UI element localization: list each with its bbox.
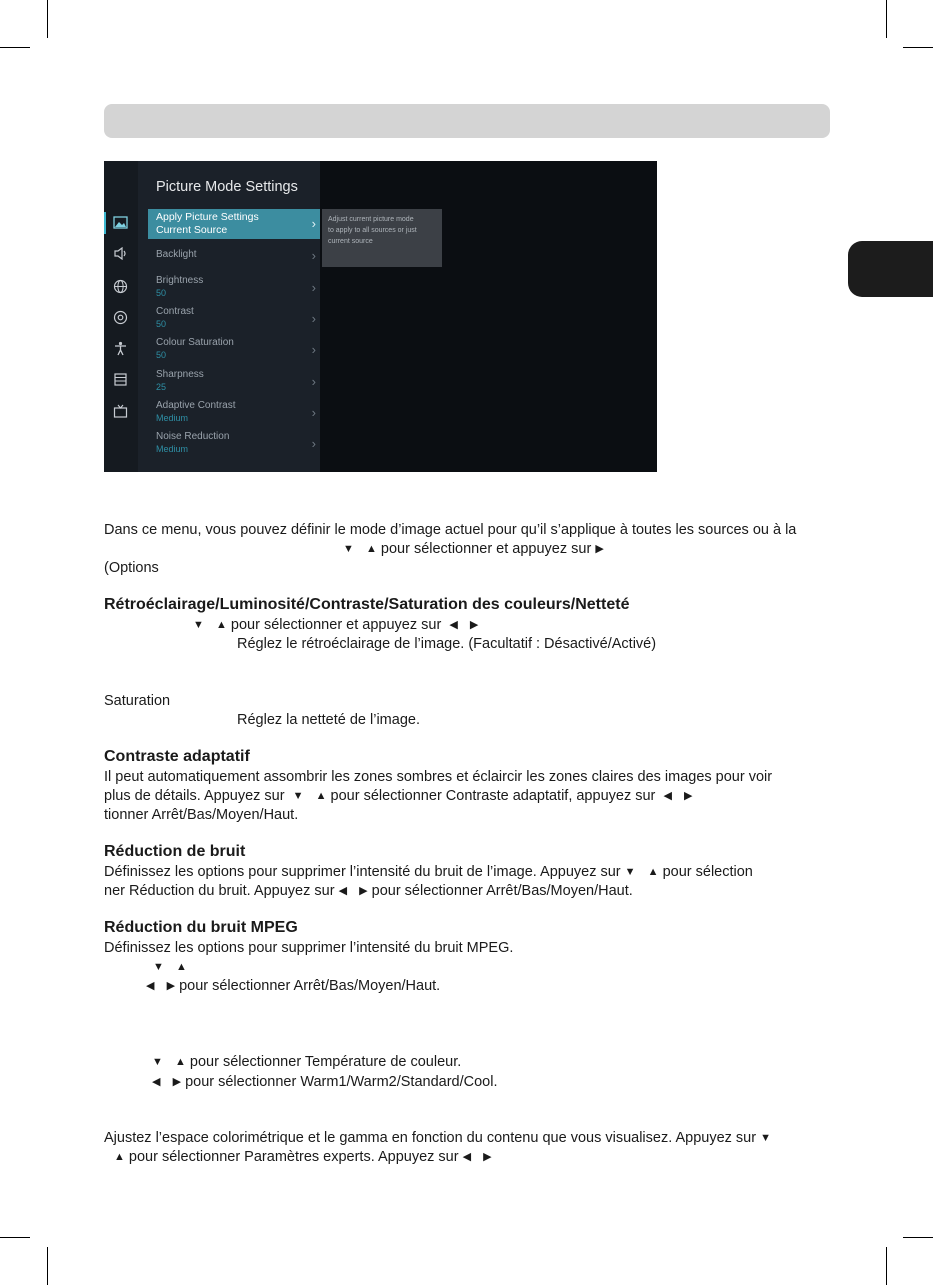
- up-arrow-icon: ▲: [174, 1056, 186, 1068]
- exp-line-1-text: Ajustez l’espace colorimétrique et le gamma en fonction du contenu que vous visualisez. Appuyez sur: [104, 1130, 757, 1146]
- left-arrow-icon: ◀: [152, 1076, 161, 1088]
- chevron-right-icon: ›: [311, 248, 316, 263]
- menu-item-label: Sharpness: [156, 369, 204, 380]
- menu-item-value: 50: [156, 288, 167, 298]
- down-arrow-icon: ▼: [760, 1132, 771, 1144]
- right-arrow-icon: ▶: [359, 885, 368, 897]
- menu-item-value: Medium: [156, 444, 189, 454]
- intro-line-1: Dans ce menu, vous pouvez définir le mode d’image actuel pour qu’il s’applique à toutes les sources ou à la: [104, 522, 797, 538]
- menu-item-contrast[interactable]: [148, 304, 320, 334]
- menu-item-sharpness[interactable]: [148, 367, 320, 397]
- h2-line-2-text-a: plus de détails. Appuyez sur: [104, 788, 285, 804]
- picture-icon[interactable]: [112, 216, 129, 233]
- heading-reduction-de-bruit: Réduction de bruit: [104, 843, 246, 860]
- h4-line-2: [153, 958, 187, 976]
- menu-item-value: 25: [156, 382, 167, 392]
- down-arrow-icon: ▼: [193, 619, 204, 631]
- crop-mark: [47, 0, 48, 38]
- accessibility-icon[interactable]: [112, 341, 129, 358]
- sound-icon[interactable]: [112, 247, 129, 264]
- crop-mark: [886, 1247, 887, 1285]
- tooltip: [322, 209, 442, 267]
- ct-line-1-text: pour sélectionner Température de couleur.: [189, 1054, 462, 1070]
- exp-line-2-text: pour sélectionner Paramètres experts. Appuyez sur: [128, 1149, 459, 1165]
- left-arrow-icon: ◀: [338, 885, 348, 897]
- section-header-bar: [104, 104, 830, 138]
- right-arrow-icon: ▶: [469, 619, 479, 631]
- h3-line-1-text-a: Définissez les options pour supprimer l’intensité du bruit de l’image. Appuyez sur: [104, 864, 621, 880]
- exp-line-2: [114, 1148, 492, 1166]
- h2-line-2-text-b: pour sélectionner Contraste adaptatif, appuyez sur: [330, 788, 656, 804]
- right-arrow-icon: ▶: [172, 1076, 182, 1088]
- down-arrow-icon: ▼: [343, 543, 354, 555]
- h4-line-3: [146, 977, 440, 995]
- active-indicator: [104, 212, 106, 234]
- h4-line-1: Définissez les options pour supprimer l’intensité du bruit MPEG.: [104, 940, 514, 956]
- network-icon[interactable]: [112, 279, 129, 296]
- h1-saturation: Saturation: [104, 693, 171, 709]
- h3-line-1-text-b: pour sélection: [662, 864, 753, 880]
- h3-line-2-text-a: ner Réduction du bruit. Appuyez sur: [104, 883, 335, 899]
- chevron-right-icon: ›: [311, 311, 316, 326]
- right-arrow-icon: ▶: [483, 1151, 492, 1163]
- intro-line-3: (Options: [104, 560, 159, 576]
- right-arrow-icon: ▶: [166, 980, 176, 992]
- h1-line-1: [193, 616, 478, 634]
- crop-mark: [886, 0, 887, 38]
- heading-contraste-adaptatif: Contraste adaptatif: [104, 748, 250, 765]
- down-arrow-icon: ▼: [624, 866, 636, 878]
- chevron-right-icon: ›: [311, 216, 316, 231]
- up-arrow-icon: ▲: [647, 866, 659, 878]
- settings-icon[interactable]: [112, 310, 129, 327]
- menu-item-value: 50: [156, 350, 167, 360]
- up-arrow-icon: ▲: [114, 1151, 125, 1163]
- menu-item-label: Noise Reduction: [156, 431, 230, 442]
- menu-item-label: Contrast: [156, 306, 194, 317]
- h4-line-3-text: pour sélectionner Arrêt/Bas/Moyen/Haut.: [179, 978, 441, 994]
- down-arrow-icon: ▼: [292, 790, 304, 802]
- menu-item-label: Backlight: [156, 249, 197, 260]
- tv-icon[interactable]: [112, 404, 129, 421]
- h3-line-2-text-b: pour sélectionner Arrêt/Bas/Moyen/Haut.: [371, 883, 633, 899]
- chevron-right-icon: ›: [311, 342, 316, 357]
- chevron-right-icon: ›: [311, 405, 316, 420]
- ct-line-1: [152, 1053, 461, 1071]
- left-arrow-icon: ◀: [663, 790, 672, 802]
- left-arrow-icon: ◀: [146, 980, 155, 992]
- menu-item-noise-reduction[interactable]: [148, 429, 320, 459]
- crop-mark: [0, 1237, 30, 1238]
- ct-line-2-text: pour sélectionner Warm1/Warm2/Standard/Cool.: [185, 1074, 498, 1090]
- menu-item-label: Colour Saturation: [156, 337, 234, 348]
- menu-item-adaptive-contrast[interactable]: [148, 398, 320, 428]
- menu-item-backlight[interactable]: [148, 241, 320, 271]
- language-side-tab: [848, 241, 933, 297]
- tv-icon-column: [104, 161, 138, 472]
- menu-item-brightness[interactable]: [148, 273, 320, 303]
- left-arrow-icon: ◀: [462, 1151, 472, 1163]
- left-arrow-icon: ◀: [449, 619, 458, 631]
- menu-item-value: Medium: [156, 413, 189, 423]
- chevron-right-icon: ›: [311, 280, 316, 295]
- h3-line-2: [104, 882, 633, 900]
- down-arrow-icon: ▼: [152, 1056, 163, 1068]
- right-arrow-icon: ▶: [595, 543, 604, 555]
- crop-mark: [0, 47, 30, 48]
- h2-line-2: [104, 787, 692, 805]
- ct-line-2: [152, 1073, 497, 1091]
- intro-line-2: [343, 540, 604, 558]
- chevron-right-icon: ›: [311, 436, 316, 451]
- exp-line-1: [104, 1129, 771, 1147]
- h1-line-2: Réglez le rétroéclairage de l’image. (Facultatif : Désactivé/Activé): [237, 636, 657, 652]
- menu-item-apply-picture-settings[interactable]: [148, 209, 320, 239]
- menu-item-value: 50: [156, 319, 167, 329]
- up-arrow-icon: ▲: [175, 961, 187, 973]
- menu-item-colour-saturation[interactable]: [148, 335, 320, 365]
- h1-line-1-text: pour sélectionner et appuyez sur: [230, 617, 442, 633]
- heading-retroeclairage: Rétroéclairage/Luminosité/Contraste/Saturation des couleurs/Netteté: [104, 596, 630, 613]
- down-arrow-icon: ▼: [153, 961, 164, 973]
- menu-item-label: Adaptive Contrast: [156, 400, 236, 411]
- right-arrow-icon: ▶: [684, 790, 693, 802]
- chevron-right-icon: ›: [311, 374, 316, 389]
- heading-reduction-bruit-mpeg: Réduction du bruit MPEG: [104, 919, 298, 936]
- h2-line-3: tionner Arrêt/Bas/Moyen/Haut.: [104, 807, 299, 823]
- crop-mark: [903, 1237, 933, 1238]
- menu-item-label: Apply Picture Settings: [156, 211, 259, 223]
- h3-line-1: [104, 863, 753, 881]
- crop-mark: [47, 1247, 48, 1285]
- menu-item-label: Brightness: [156, 275, 204, 286]
- up-arrow-icon: ▲: [215, 619, 227, 631]
- system-icon[interactable]: [112, 372, 129, 389]
- up-arrow-icon: ▲: [365, 543, 377, 555]
- intro-line-2-text: pour sélectionner et appuyez sur: [380, 541, 592, 557]
- h1-line-3: Réglez la netteté de l’image.: [237, 712, 420, 728]
- h2-line-1: Il peut automatiquement assombrir les zones sombres et éclaircir les zones claires des images pour voir: [104, 769, 773, 785]
- tv-menu-screenshot: [104, 161, 657, 472]
- tooltip-text: Adjust current picture mode to apply to all sources or just current source: [328, 216, 417, 245]
- crop-mark: [903, 47, 933, 48]
- menu-item-value: Current Source: [156, 224, 228, 236]
- up-arrow-icon: ▲: [315, 790, 327, 802]
- tv-menu-title: Picture Mode Settings: [156, 179, 298, 195]
